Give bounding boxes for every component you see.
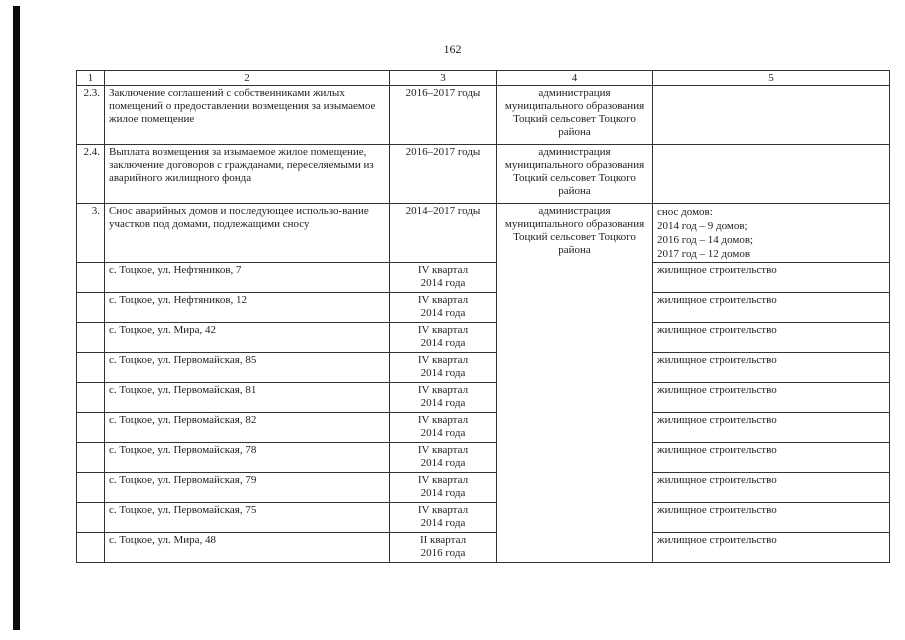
- house-address: с. Тоцкое, ул. Первомайская, 81: [105, 383, 390, 413]
- table-row: [77, 533, 890, 563]
- house-period-quarter: IV квартал: [417, 444, 469, 456]
- header-cell: 1: [77, 71, 105, 86]
- table-header-row: [77, 71, 890, 86]
- row-number-empty: [77, 263, 105, 293]
- row-number-empty: [77, 323, 105, 353]
- row-result: [653, 86, 890, 145]
- house-period-year: 2014 года: [420, 487, 466, 499]
- row-number-empty: [77, 383, 105, 413]
- row-number: 3.: [77, 204, 105, 263]
- house-period: [390, 263, 497, 293]
- row-result: [653, 145, 890, 204]
- house-result: жилищное строительство: [653, 533, 890, 563]
- header-cell: 4: [497, 71, 653, 86]
- house-period: [390, 353, 497, 383]
- house-address: с. Тоцкое, ул. Первомайская, 75: [105, 503, 390, 533]
- house-period-quarter: IV квартал: [417, 324, 469, 336]
- result-line: 2017 год – 12 домов: [657, 248, 751, 260]
- house-result: жилищное строительство: [653, 443, 890, 473]
- row-description: Заключение соглашений с собственниками жилых помещений о предоставлении возмещения за изымаемое жилое помещение: [105, 86, 390, 145]
- house-result: жилищное строительство: [653, 293, 890, 323]
- table-row: [77, 293, 890, 323]
- house-address: с. Тоцкое, ул. Первомайская, 79: [105, 473, 390, 503]
- house-address: с. Тоцкое, ул. Нефтяников, 12: [105, 293, 390, 323]
- row-number-empty: [77, 413, 105, 443]
- house-period: [390, 413, 497, 443]
- table-row: [77, 413, 890, 443]
- house-period: [390, 443, 497, 473]
- house-address: с. Тоцкое, ул. Мира, 42: [105, 323, 390, 353]
- row-description: Выплата возмещения за изымаемое жилое помещение, заключение договоров с гражданами, переселяемыми из аварийного жилищного фонда: [105, 145, 390, 204]
- house-period-quarter: IV квартал: [417, 504, 469, 516]
- house-period-year: 2014 года: [420, 307, 466, 319]
- result-line: снос домов:: [657, 206, 713, 218]
- house-period-quarter: IV квартал: [417, 384, 469, 396]
- table-row: [77, 383, 890, 413]
- row-number-empty: [77, 353, 105, 383]
- binding-edge-bar: [13, 6, 20, 630]
- table-row: [77, 503, 890, 533]
- house-address: с. Тоцкое, ул. Нефтяников, 7: [105, 263, 390, 293]
- house-period: [390, 383, 497, 413]
- house-period-year: 2014 года: [420, 277, 466, 289]
- row-number: 2.4.: [77, 145, 105, 204]
- row-number-empty: [77, 473, 105, 503]
- table-row: [77, 86, 890, 145]
- table-row: [77, 263, 890, 293]
- house-period: [390, 533, 497, 563]
- house-address: с. Тоцкое, ул. Первомайская, 82: [105, 413, 390, 443]
- house-result: жилищное строительство: [653, 503, 890, 533]
- house-result: жилищное строительство: [653, 383, 890, 413]
- row-executor: администрация муниципального образования Тоцкий сельсовет Тоцкого района: [497, 145, 653, 204]
- table-row: [77, 473, 890, 503]
- house-period: [390, 503, 497, 533]
- header-cell: 5: [653, 71, 890, 86]
- house-period-year: 2014 года: [420, 337, 466, 349]
- house-address: с. Тоцкое, ул. Первомайская, 85: [105, 353, 390, 383]
- house-period-quarter: IV квартал: [417, 414, 469, 426]
- house-period-year: 2014 года: [420, 427, 466, 439]
- page-number: 162: [443, 42, 462, 56]
- table-row: [77, 204, 890, 263]
- result-line: 2014 год – 9 домов;: [657, 220, 748, 232]
- row-period: 2016–2017 годы: [390, 86, 497, 145]
- house-period: [390, 323, 497, 353]
- table-row: [77, 323, 890, 353]
- house-period-quarter: IV квартал: [417, 294, 469, 306]
- house-period-year: 2014 года: [420, 457, 466, 469]
- header-cell: 2: [105, 71, 390, 86]
- row-number-empty: [77, 533, 105, 563]
- row-period: 2014–2017 годы: [390, 204, 497, 263]
- row-description: Снос аварийных домов и последующее использо-вание участков под домами, подлежащими сносу: [105, 204, 390, 263]
- house-period-year: 2014 года: [420, 517, 466, 529]
- house-address: с. Тоцкое, ул. Первомайская, 78: [105, 443, 390, 473]
- house-period-quarter: IV квартал: [417, 354, 469, 366]
- row-result: [653, 204, 890, 263]
- row-number-empty: [77, 293, 105, 323]
- measures-table: [76, 70, 890, 563]
- house-period-year: 2014 года: [420, 397, 466, 409]
- house-result: жилищное строительство: [653, 413, 890, 443]
- house-period-quarter: II квартал: [419, 534, 467, 546]
- house-period: [390, 473, 497, 503]
- table-row: [77, 353, 890, 383]
- house-period-year: 2016 года: [420, 547, 466, 559]
- house-period: [390, 293, 497, 323]
- header-cell: 3: [390, 71, 497, 86]
- row-number-empty: [77, 443, 105, 473]
- result-line: 2016 год – 14 домов;: [657, 234, 754, 246]
- table-row: [77, 443, 890, 473]
- table-row: [77, 145, 890, 204]
- house-result: жилищное строительство: [653, 353, 890, 383]
- house-result: жилищное строительство: [653, 323, 890, 353]
- house-result: жилищное строительство: [653, 473, 890, 503]
- house-period-year: 2014 года: [420, 367, 466, 379]
- row-number-empty: [77, 503, 105, 533]
- row-number: 2.3.: [77, 86, 105, 145]
- house-result: жилищное строительство: [653, 263, 890, 293]
- house-address: с. Тоцкое, ул. Мира, 48: [105, 533, 390, 563]
- row-period: 2016–2017 годы: [390, 145, 497, 204]
- row-executor: администрация муниципального образования Тоцкий сельсовет Тоцкого района: [497, 86, 653, 145]
- row-executor: администрация муниципального образования Тоцкий сельсовет Тоцкого района: [497, 204, 653, 563]
- house-period-quarter: IV квартал: [417, 264, 469, 276]
- house-period-quarter: IV квартал: [417, 474, 469, 486]
